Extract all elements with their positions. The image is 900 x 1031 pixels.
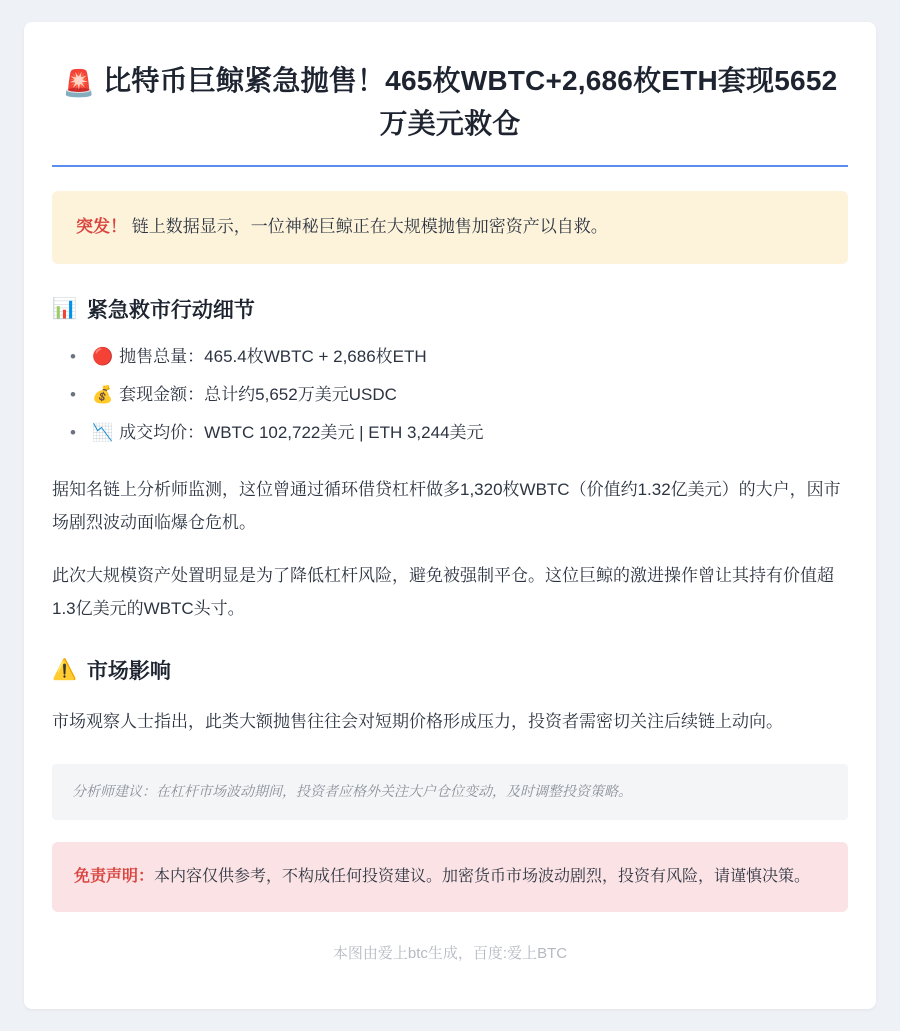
impact-section-heading-text: 市场影响 — [86, 660, 171, 684]
body-paragraph-1: 据知名链上分析师监测，这位曾通过循环借贷杠杆做多1,320枚WBTC（价值约1.32亿美元）的大户，因市场剧烈波动面临爆仓危机。 — [52, 479, 841, 532]
impact-section-heading — [52, 655, 848, 685]
footer-attribution: 本图由爱上btc生成，百度:爱上BTC — [332, 944, 568, 962]
warning-icon: ⚠️ — [52, 659, 77, 682]
page-title-text: 比特币巨鲸紧急抛售！465枚WBTC+2,686枚ETH套现5652万美元救仓 — [103, 65, 838, 139]
red-circle-icon: 🔴 — [92, 346, 114, 366]
list-item — [70, 338, 848, 376]
list-item-text: 抛售总量：465.4枚WBTC + 2,686枚ETH — [119, 346, 427, 366]
bar-chart-icon: 📊 — [52, 297, 77, 320]
breaking-label: 突发！ — [76, 217, 127, 236]
disclaimer-box — [52, 842, 848, 912]
breaking-news-banner — [52, 191, 848, 264]
details-section-heading-text: 紧急救市行动细节 — [86, 298, 255, 322]
body-paragraph-2: 此次大规模资产处置明显是为了降低杠杆风险，避免被强制平仓。这位巨鲸的激进操作曾让其持有价值超1.3亿美元的WBTC头寸。 — [52, 565, 834, 619]
list-item-text: 套现金额：总计约5,652万美元USDC — [119, 385, 397, 405]
details-section-heading — [52, 294, 848, 324]
breaking-text: 链上数据显示，一位神秘巨鲸正在大规模抛售加密资产以自救。 — [127, 217, 608, 236]
money-bag-icon: 💰 — [92, 385, 114, 405]
list-item-text: 成交均价：WBTC 102,722美元 | ETH 3,244美元 — [119, 423, 484, 443]
title-divider — [52, 165, 848, 167]
siren-icon: 🚨 — [62, 68, 96, 98]
impact-paragraph: 市场观察人士指出，此类大额抛售往往会对短期价格形成压力，投资者需密切关注后续链上动向。 — [52, 712, 783, 732]
article-card — [24, 22, 876, 1009]
chart-down-icon: 📉 — [92, 423, 114, 443]
details-list — [52, 338, 848, 453]
analyst-advice-box: 分析师建议：在杠杆市场波动期间，投资者应格外关注大户仓位变动，及时调整投资策略。 — [52, 764, 848, 820]
disclaimer-label: 免责声明： — [74, 868, 155, 886]
disclaimer-text: 本内容仅供参考，不构成任何投资建议。加密货币市场波动剧烈，投资有风险，请谨慎决策。 — [154, 868, 811, 886]
list-item — [70, 414, 848, 452]
list-item — [70, 376, 848, 414]
page-title — [52, 60, 848, 145]
